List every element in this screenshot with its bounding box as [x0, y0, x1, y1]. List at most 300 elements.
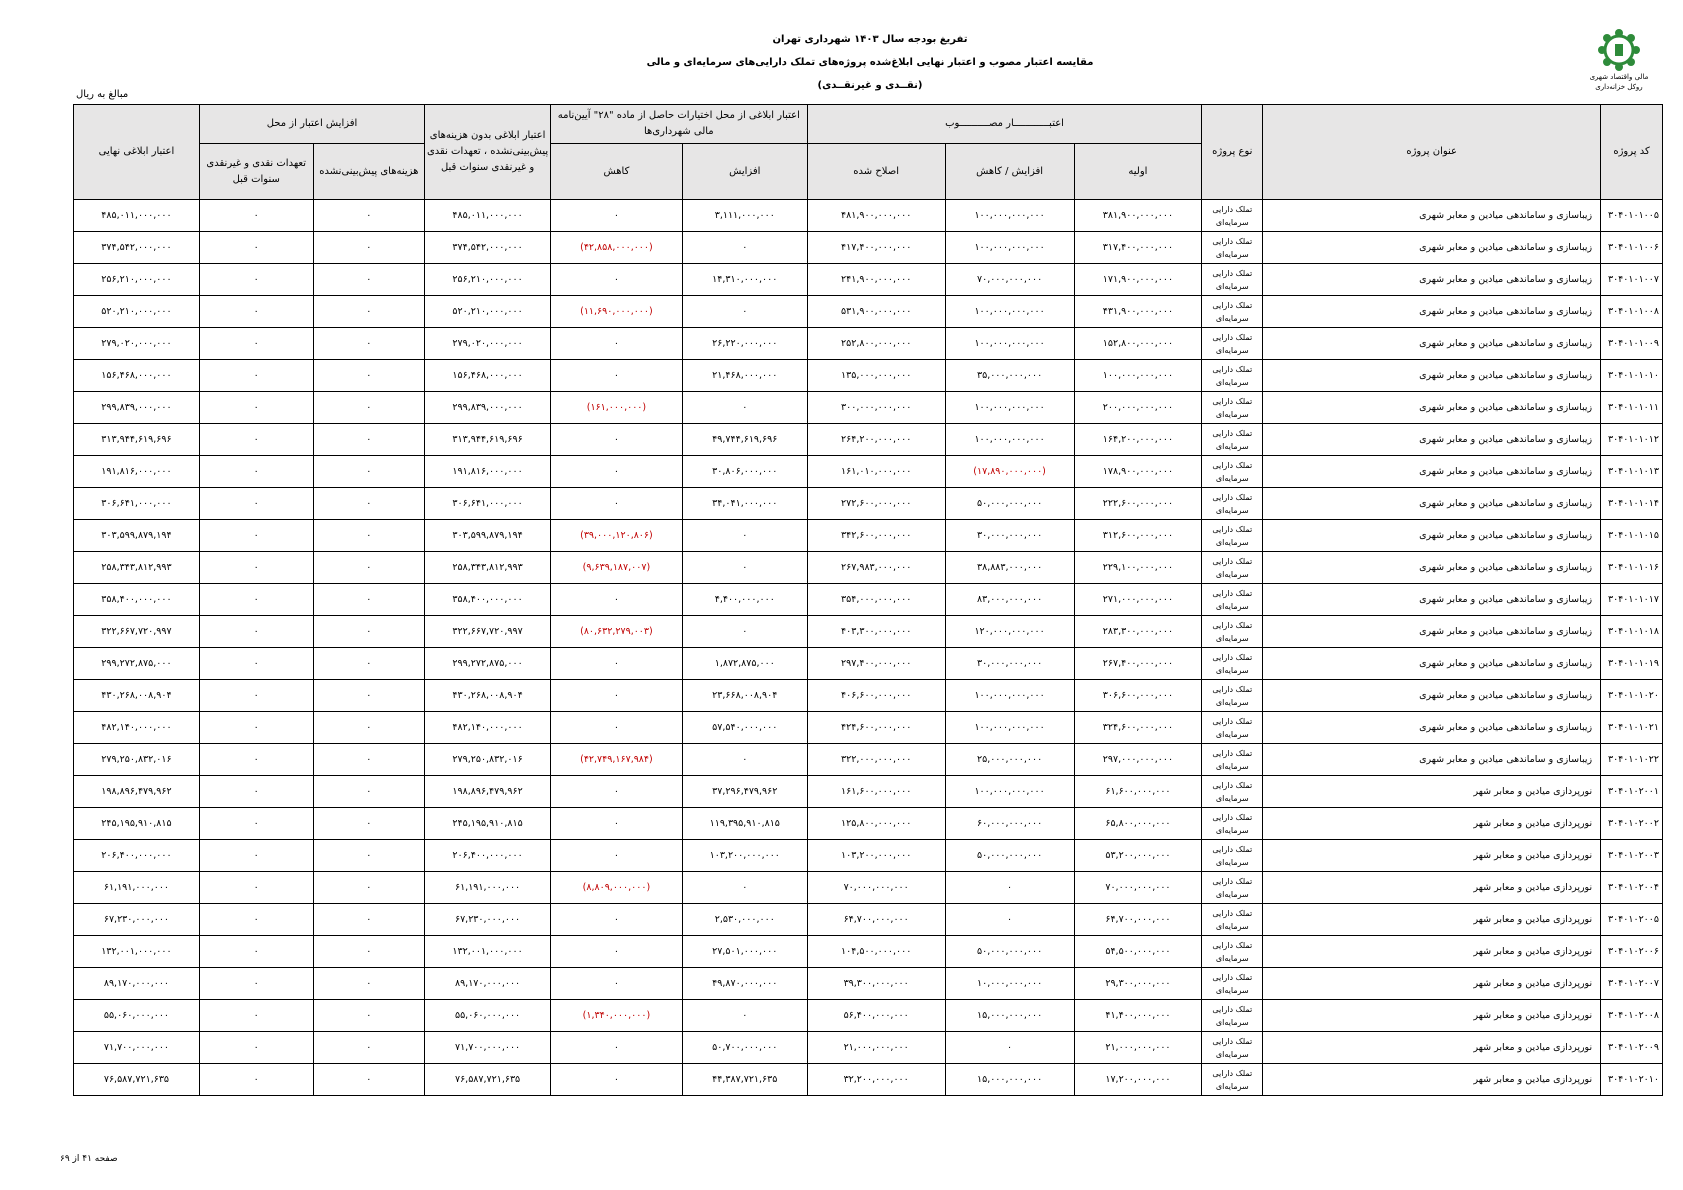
table-row	[74, 712, 1663, 744]
code-cell: ۳۰۴۰۱۰۲۰۰۵	[1601, 904, 1663, 936]
code-cell: ۳۰۴۰۱۰۲۰۰۹	[1601, 1032, 1663, 1064]
without-costs-cell: ۲۰۶,۴۰۰,۰۰۰,۰۰۰	[425, 840, 551, 872]
type-label-line-2: سرمایه‌ای	[1215, 281, 1249, 291]
initial-cell: ۶۴,۷۰۰,۰۰۰,۰۰۰	[1074, 904, 1202, 936]
type-label-line-1: تملک دارایی	[1212, 1036, 1253, 1046]
without-costs-cell: ۲۷۹,۰۲۰,۰۰۰,۰۰۰	[425, 328, 551, 360]
type-label-line-2: سرمایه‌ای	[1215, 985, 1249, 995]
col-amended: اصلاح شده	[807, 144, 945, 200]
unforeseen-cell: ۰	[313, 552, 425, 584]
code-cell: ۳۰۴۰۱۰۱۰۰۶	[1601, 232, 1663, 264]
increase-cell: ۵۰,۷۰۰,۰۰۰,۰۰۰	[682, 1032, 807, 1064]
type-label-line-1: تملک دارایی	[1212, 652, 1253, 662]
type-label-line-2: سرمایه‌ای	[1215, 505, 1249, 515]
unforeseen-cell: ۰	[313, 232, 425, 264]
without-costs-cell: ۳۰۳,۵۹۹,۸۷۹,۱۹۴	[425, 520, 551, 552]
increase-cell: ۳۷,۲۹۶,۴۷۹,۹۶۲	[682, 776, 807, 808]
type-cell	[1202, 968, 1263, 1000]
type-label-line-1: تملک دارایی	[1212, 524, 1253, 534]
initial-cell: ۲۹,۳۰۰,۰۰۰,۰۰۰	[1074, 968, 1202, 1000]
change-cell: ۱۵,۰۰۰,۰۰۰,۰۰۰	[945, 1064, 1074, 1096]
final-cell: ۴۳۰,۲۶۸,۰۰۸,۹۰۴	[74, 680, 200, 712]
type-label-line-1: تملک دارایی	[1212, 588, 1253, 598]
type-label-line-1: تملک دارایی	[1212, 236, 1253, 246]
tehran-municipality-logo-icon	[1597, 28, 1641, 72]
table-row	[74, 552, 1663, 584]
table-row	[74, 328, 1663, 360]
type-label-line-2: سرمایه‌ای	[1215, 761, 1249, 771]
increase-cell: ۲۳,۶۶۸,۰۰۸,۹۰۴	[682, 680, 807, 712]
commitments-cell: ۰	[199, 616, 313, 648]
without-costs-cell: ۱۳۲,۰۰۱,۰۰۰,۰۰۰	[425, 936, 551, 968]
initial-cell: ۶۵,۸۰۰,۰۰۰,۰۰۰	[1074, 808, 1202, 840]
commitments-cell: ۰	[199, 1000, 313, 1032]
increase-cell: ۰	[682, 616, 807, 648]
type-label-line-1: تملک دارایی	[1212, 492, 1253, 502]
commitments-cell: ۰	[199, 488, 313, 520]
title-cell: زیباسازی و ساماندهی میادین و معابر شهری	[1263, 680, 1601, 712]
unforeseen-cell: ۰	[313, 648, 425, 680]
final-cell: ۶۱,۱۹۱,۰۰۰,۰۰۰	[74, 872, 200, 904]
col-approved-group: اعتبــــــــــــار مصــــــــــوب	[807, 105, 1202, 144]
decrease-cell: ۰	[550, 456, 682, 488]
initial-cell: ۳۰۶,۶۰۰,۰۰۰,۰۰۰	[1074, 680, 1202, 712]
type-label-line-1: تملک دارایی	[1212, 364, 1253, 374]
decrease-cell: ۰	[550, 648, 682, 680]
increase-cell: ۳۰,۸۰۶,۰۰۰,۰۰۰	[682, 456, 807, 488]
initial-cell: ۲۲۲,۶۰۰,۰۰۰,۰۰۰	[1074, 488, 1202, 520]
increase-cell: ۰	[682, 1000, 807, 1032]
logo-caption-1: مالی واقتصاد شهری	[1589, 73, 1649, 81]
type-label-line-1: تملک دارایی	[1212, 812, 1253, 822]
type-label-line-2: سرمایه‌ای	[1215, 857, 1249, 867]
without-costs-cell: ۵۲۰,۲۱۰,۰۰۰,۰۰۰	[425, 296, 551, 328]
type-label-line-1: تملک دارایی	[1212, 780, 1253, 790]
final-cell: ۳۰۳,۵۹۹,۸۷۹,۱۹۴	[74, 520, 200, 552]
type-cell	[1202, 264, 1263, 296]
unforeseen-cell: ۰	[313, 904, 425, 936]
initial-cell: ۲۸۳,۳۰۰,۰۰۰,۰۰۰	[1074, 616, 1202, 648]
table-row	[74, 200, 1663, 232]
type-label-line-2: سرمایه‌ای	[1215, 441, 1249, 451]
type-label-line-2: سرمایه‌ای	[1215, 377, 1249, 387]
type-label-line-2: سرمایه‌ای	[1215, 889, 1249, 899]
commitments-cell: ۰	[199, 392, 313, 424]
without-costs-cell: ۲۹۹,۸۳۹,۰۰۰,۰۰۰	[425, 392, 551, 424]
type-label-line-2: سرمایه‌ای	[1215, 633, 1249, 643]
type-label-line-2: سرمایه‌ای	[1215, 793, 1249, 803]
initial-cell: ۷۰,۰۰۰,۰۰۰,۰۰۰	[1074, 872, 1202, 904]
final-cell: ۴۸۲,۱۴۰,۰۰۰,۰۰۰	[74, 712, 200, 744]
amended-cell: ۱۰۴,۵۰۰,۰۰۰,۰۰۰	[807, 936, 945, 968]
code-cell: ۳۰۴۰۱۰۱۰۰۸	[1601, 296, 1663, 328]
amended-cell: ۴۸۱,۹۰۰,۰۰۰,۰۰۰	[807, 200, 945, 232]
code-cell: ۳۰۴۰۱۰۱۰۱۴	[1601, 488, 1663, 520]
table-row	[74, 904, 1663, 936]
increase-cell: ۰	[682, 296, 807, 328]
code-cell: ۳۰۴۰۱۰۱۰۰۵	[1601, 200, 1663, 232]
table-row	[74, 680, 1663, 712]
type-label-line-1: تملک دارایی	[1212, 300, 1253, 310]
amended-cell: ۱۲۵,۸۰۰,۰۰۰,۰۰۰	[807, 808, 945, 840]
without-costs-cell: ۳۲۲,۶۶۷,۷۲۰,۹۹۷	[425, 616, 551, 648]
increase-cell: ۱۴,۳۱۰,۰۰۰,۰۰۰	[682, 264, 807, 296]
code-cell: ۳۰۴۰۱۰۱۰۱۱	[1601, 392, 1663, 424]
increase-cell: ۲۱,۴۶۸,۰۰۰,۰۰۰	[682, 360, 807, 392]
title-cell: نورپردازی میادین و معابر شهر	[1263, 808, 1601, 840]
unforeseen-cell: ۰	[313, 776, 425, 808]
table-row	[74, 424, 1663, 456]
code-cell: ۳۰۴۰۱۰۱۰۰۷	[1601, 264, 1663, 296]
type-label-line-1: تملک دارایی	[1212, 844, 1253, 854]
amended-cell: ۱۳۵,۰۰۰,۰۰۰,۰۰۰	[807, 360, 945, 392]
table-row	[74, 1000, 1663, 1032]
unforeseen-cell: ۰	[313, 584, 425, 616]
decrease-cell: (۱۶۱,۰۰۰,۰۰۰)	[550, 392, 682, 424]
commitments-cell: ۰	[199, 424, 313, 456]
decrease-cell: ۰	[550, 712, 682, 744]
type-label-line-2: سرمایه‌ای	[1215, 825, 1249, 835]
table-row	[74, 488, 1663, 520]
col-final: اعتبار ابلاغی نهایی	[74, 105, 200, 200]
final-cell: ۲۹۹,۸۳۹,۰۰۰,۰۰۰	[74, 392, 200, 424]
col-decrease: کاهش	[550, 144, 682, 200]
without-costs-cell: ۵۵,۰۶۰,۰۰۰,۰۰۰	[425, 1000, 551, 1032]
code-cell: ۳۰۴۰۱۰۱۰۱۵	[1601, 520, 1663, 552]
table-row	[74, 968, 1663, 1000]
title-cell: نورپردازی میادین و معابر شهر	[1263, 904, 1601, 936]
col-added-group: افزایش اعتبار از محل	[199, 105, 424, 144]
table-row	[74, 744, 1663, 776]
change-cell: ۳۵,۰۰۰,۰۰۰,۰۰۰	[945, 360, 1074, 392]
change-cell: ۵۰,۰۰۰,۰۰۰,۰۰۰	[945, 840, 1074, 872]
decrease-cell: ۰	[550, 808, 682, 840]
unforeseen-cell: ۰	[313, 520, 425, 552]
code-cell: ۳۰۴۰۱۰۱۰۱۹	[1601, 648, 1663, 680]
amended-cell: ۲۷۲,۶۰۰,۰۰۰,۰۰۰	[807, 488, 945, 520]
commitments-cell: ۰	[199, 1064, 313, 1096]
decrease-cell: ۰	[550, 840, 682, 872]
final-cell: ۱۹۸,۸۹۶,۴۷۹,۹۶۲	[74, 776, 200, 808]
change-cell: ۱۰۰,۰۰۰,۰۰۰,۰۰۰	[945, 200, 1074, 232]
commitments-cell: ۰	[199, 296, 313, 328]
unforeseen-cell: ۰	[313, 616, 425, 648]
change-cell: ۶۰,۰۰۰,۰۰۰,۰۰۰	[945, 808, 1074, 840]
type-cell	[1202, 1032, 1263, 1064]
unforeseen-cell: ۰	[313, 360, 425, 392]
decrease-cell: ۰	[550, 1032, 682, 1064]
initial-cell: ۱۰۰,۰۰۰,۰۰۰,۰۰۰	[1074, 360, 1202, 392]
table-row	[74, 520, 1663, 552]
change-cell: (۱۷,۸۹۰,۰۰۰,۰۰۰)	[945, 456, 1074, 488]
without-costs-cell: ۲۷۹,۲۵۰,۸۳۲,۰۱۶	[425, 744, 551, 776]
amended-cell: ۳۲,۲۰۰,۰۰۰,۰۰۰	[807, 1064, 945, 1096]
type-label-line-2: سرمایه‌ای	[1215, 729, 1249, 739]
decrease-cell: (۸۰,۶۳۲,۲۷۹,۰۰۳)	[550, 616, 682, 648]
type-label-line-1: تملک دارایی	[1212, 972, 1253, 982]
table-row	[74, 1064, 1663, 1096]
increase-cell: ۳,۱۱۱,۰۰۰,۰۰۰	[682, 200, 807, 232]
code-cell: ۳۰۴۰۱۰۱۰۲۰	[1601, 680, 1663, 712]
type-cell	[1202, 648, 1263, 680]
initial-cell: ۴۱,۴۰۰,۰۰۰,۰۰۰	[1074, 1000, 1202, 1032]
title-cell: زیباسازی و ساماندهی میادین و معابر شهری	[1263, 616, 1601, 648]
final-cell: ۲۷۹,۰۲۰,۰۰۰,۰۰۰	[74, 328, 200, 360]
decrease-cell: ۰	[550, 904, 682, 936]
increase-cell: ۰	[682, 552, 807, 584]
title-cell: زیباسازی و ساماندهی میادین و معابر شهری	[1263, 648, 1601, 680]
amended-cell: ۳۹,۳۰۰,۰۰۰,۰۰۰	[807, 968, 945, 1000]
final-cell: ۷۶,۵۸۷,۷۲۱,۶۳۵	[74, 1064, 200, 1096]
type-label-line-1: تملک دارایی	[1212, 876, 1253, 886]
initial-cell: ۵۳,۲۰۰,۰۰۰,۰۰۰	[1074, 840, 1202, 872]
final-cell: ۱۹۱,۸۱۶,۰۰۰,۰۰۰	[74, 456, 200, 488]
increase-cell: ۲۶,۲۲۰,۰۰۰,۰۰۰	[682, 328, 807, 360]
change-cell: ۱۰۰,۰۰۰,۰۰۰,۰۰۰	[945, 680, 1074, 712]
unforeseen-cell: ۰	[313, 872, 425, 904]
decrease-cell: (۱۱,۶۹۰,۰۰۰,۰۰۰)	[550, 296, 682, 328]
type-cell	[1202, 200, 1263, 232]
title-cell: نورپردازی میادین و معابر شهر	[1263, 1032, 1601, 1064]
code-cell: ۳۰۴۰۱۰۱۰۲۱	[1601, 712, 1663, 744]
title-cell: زیباسازی و ساماندهی میادین و معابر شهری	[1263, 552, 1601, 584]
table-row	[74, 616, 1663, 648]
code-cell: ۳۰۴۰۱۰۱۰۱۳	[1601, 456, 1663, 488]
increase-cell: ۱۰۳,۲۰۰,۰۰۰,۰۰۰	[682, 840, 807, 872]
table-row	[74, 776, 1663, 808]
col-without-costs: اعتبار ابلاغی بدون هزینه‌های پیش‌بینی‌نشده ، تعهدات نقدی و غیرنقدی سنوات قبل	[425, 105, 551, 200]
unforeseen-cell: ۰	[313, 488, 425, 520]
code-cell: ۳۰۴۰۱۰۱۰۰۹	[1601, 328, 1663, 360]
decrease-cell: (۸,۸۰۹,۰۰۰,۰۰۰)	[550, 872, 682, 904]
change-cell: ۷۰,۰۰۰,۰۰۰,۰۰۰	[945, 264, 1074, 296]
type-label-line-2: سرمایه‌ای	[1215, 537, 1249, 547]
code-cell: ۳۰۴۰۱۰۲۰۰۷	[1601, 968, 1663, 1000]
type-label-line-1: تملک دارایی	[1212, 620, 1253, 630]
decrease-cell: (۴۲,۷۴۹,۱۶۷,۹۸۴)	[550, 744, 682, 776]
initial-cell: ۲۲۹,۱۰۰,۰۰۰,۰۰۰	[1074, 552, 1202, 584]
type-cell	[1202, 616, 1263, 648]
final-cell: ۲۴۵,۱۹۵,۹۱۰,۸۱۵	[74, 808, 200, 840]
col-unforeseen: هزینه‌های پیش‌بینی‌نشده	[313, 144, 425, 200]
amended-cell: ۵۶,۴۰۰,۰۰۰,۰۰۰	[807, 1000, 945, 1032]
title-cell: زیباسازی و ساماندهی میادین و معابر شهری	[1263, 456, 1601, 488]
without-costs-cell: ۳۷۴,۵۴۲,۰۰۰,۰۰۰	[425, 232, 551, 264]
initial-cell: ۲۶۷,۴۰۰,۰۰۰,۰۰۰	[1074, 648, 1202, 680]
change-cell: ۱۲۰,۰۰۰,۰۰۰,۰۰۰	[945, 616, 1074, 648]
unforeseen-cell: ۰	[313, 1064, 425, 1096]
title-cell: زیباسازی و ساماندهی میادین و معابر شهری	[1263, 520, 1601, 552]
col-code: کد پروژه	[1601, 105, 1663, 200]
code-cell: ۳۰۴۰۱۰۲۰۰۶	[1601, 936, 1663, 968]
title-cell: زیباسازی و ساماندهی میادین و معابر شهری	[1263, 296, 1601, 328]
unforeseen-cell: ۰	[313, 328, 425, 360]
type-cell	[1202, 360, 1263, 392]
code-cell: ۳۰۴۰۱۰۲۰۰۳	[1601, 840, 1663, 872]
unforeseen-cell: ۰	[313, 840, 425, 872]
report-subtitle-2: (نقــدی و غیرنقــدی)	[817, 80, 923, 91]
without-costs-cell: ۶۱,۱۹۱,۰۰۰,۰۰۰	[425, 872, 551, 904]
title-cell: نورپردازی میادین و معابر شهر	[1263, 840, 1601, 872]
final-cell: ۳۱۳,۹۴۴,۶۱۹,۶۹۶	[74, 424, 200, 456]
table-body	[74, 200, 1663, 1096]
change-cell: ۱۰,۰۰۰,۰۰۰,۰۰۰	[945, 968, 1074, 1000]
initial-cell: ۱۶۴,۲۰۰,۰۰۰,۰۰۰	[1074, 424, 1202, 456]
without-costs-cell: ۲۴۵,۱۹۵,۹۱۰,۸۱۵	[425, 808, 551, 840]
initial-cell: ۳۸۱,۹۰۰,۰۰۰,۰۰۰	[1074, 200, 1202, 232]
increase-cell: ۴۴,۳۸۷,۷۲۱,۶۳۵	[682, 1064, 807, 1096]
type-label-line-2: سرمایه‌ای	[1215, 217, 1249, 227]
unforeseen-cell: ۰	[313, 264, 425, 296]
type-cell	[1202, 744, 1263, 776]
decrease-cell: ۰	[550, 680, 682, 712]
commitments-cell: ۰	[199, 808, 313, 840]
change-cell: ۱۰۰,۰۰۰,۰۰۰,۰۰۰	[945, 776, 1074, 808]
logo	[1588, 28, 1650, 92]
increase-cell: ۰	[682, 872, 807, 904]
commitments-cell: ۰	[199, 968, 313, 1000]
type-cell	[1202, 1000, 1263, 1032]
change-cell: ۱۰۰,۰۰۰,۰۰۰,۰۰۰	[945, 424, 1074, 456]
type-cell	[1202, 872, 1263, 904]
type-label-line-2: سرمایه‌ای	[1215, 1049, 1249, 1059]
table-row	[74, 232, 1663, 264]
change-cell: ۳۰,۰۰۰,۰۰۰,۰۰۰	[945, 520, 1074, 552]
increase-cell: ۵۷,۵۴۰,۰۰۰,۰۰۰	[682, 712, 807, 744]
unforeseen-cell: ۰	[313, 1000, 425, 1032]
initial-cell: ۱۵۲,۸۰۰,۰۰۰,۰۰۰	[1074, 328, 1202, 360]
type-cell	[1202, 392, 1263, 424]
change-cell: ۱۵,۰۰۰,۰۰۰,۰۰۰	[945, 1000, 1074, 1032]
table-row	[74, 456, 1663, 488]
code-cell: ۳۰۴۰۱۰۱۰۱۲	[1601, 424, 1663, 456]
decrease-cell: ۰	[550, 968, 682, 1000]
final-cell: ۳۲۲,۶۶۷,۷۲۰,۹۹۷	[74, 616, 200, 648]
logo-caption-2: روکل خزانه‌داری	[1595, 83, 1643, 91]
type-label-line-2: سرمایه‌ای	[1215, 601, 1249, 611]
type-cell	[1202, 1064, 1263, 1096]
increase-cell: ۴,۴۰۰,۰۰۰,۰۰۰	[682, 584, 807, 616]
final-cell: ۲۰۶,۴۰۰,۰۰۰,۰۰۰	[74, 840, 200, 872]
final-cell: ۵۲۰,۲۱۰,۰۰۰,۰۰۰	[74, 296, 200, 328]
type-label-line-2: سرمایه‌ای	[1215, 313, 1249, 323]
increase-cell: ۱۱۹,۳۹۵,۹۱۰,۸۱۵	[682, 808, 807, 840]
type-label-line-1: تملک دارایی	[1212, 460, 1253, 470]
without-costs-cell: ۱۹۱,۸۱۶,۰۰۰,۰۰۰	[425, 456, 551, 488]
amended-cell: ۲۱,۰۰۰,۰۰۰,۰۰۰	[807, 1032, 945, 1064]
amended-cell: ۱۶۱,۶۰۰,۰۰۰,۰۰۰	[807, 776, 945, 808]
change-cell: ۱۰۰,۰۰۰,۰۰۰,۰۰۰	[945, 712, 1074, 744]
code-cell: ۳۰۴۰۱۰۲۰۱۰	[1601, 1064, 1663, 1096]
code-cell: ۳۰۴۰۱۰۱۰۱۰	[1601, 360, 1663, 392]
type-cell	[1202, 488, 1263, 520]
without-costs-cell: ۷۶,۵۸۷,۷۲۱,۶۳۵	[425, 1064, 551, 1096]
commitments-cell: ۰	[199, 584, 313, 616]
type-label-line-1: تملک دارایی	[1212, 332, 1253, 342]
amended-cell: ۱۰۳,۲۰۰,۰۰۰,۰۰۰	[807, 840, 945, 872]
final-cell: ۴۸۵,۰۱۱,۰۰۰,۰۰۰	[74, 200, 200, 232]
commitments-cell: ۰	[199, 680, 313, 712]
commitments-cell: ۰	[199, 200, 313, 232]
code-cell: ۳۰۴۰۱۰۱۰۱۶	[1601, 552, 1663, 584]
report-header	[500, 28, 1240, 97]
type-label-line-1: تملک دارایی	[1212, 428, 1253, 438]
commitments-cell: ۰	[199, 520, 313, 552]
initial-cell: ۳۲۴,۶۰۰,۰۰۰,۰۰۰	[1074, 712, 1202, 744]
decrease-cell: ۰	[550, 584, 682, 616]
unforeseen-cell: ۰	[313, 392, 425, 424]
initial-cell: ۱۷,۲۰۰,۰۰۰,۰۰۰	[1074, 1064, 1202, 1096]
col-title: عنوان پروژه	[1263, 105, 1601, 200]
type-cell	[1202, 712, 1263, 744]
table-row	[74, 392, 1663, 424]
type-label-line-1: تملک دارایی	[1212, 204, 1253, 214]
decrease-cell: ۰	[550, 488, 682, 520]
initial-cell: ۱۷۱,۹۰۰,۰۰۰,۰۰۰	[1074, 264, 1202, 296]
commitments-cell: ۰	[199, 776, 313, 808]
final-cell: ۲۵۶,۲۱۰,۰۰۰,۰۰۰	[74, 264, 200, 296]
table-row	[74, 584, 1663, 616]
amended-cell: ۲۴۱,۹۰۰,۰۰۰,۰۰۰	[807, 264, 945, 296]
commitments-cell: ۰	[199, 456, 313, 488]
without-costs-cell: ۲۵۶,۲۱۰,۰۰۰,۰۰۰	[425, 264, 551, 296]
final-cell: ۱۳۲,۰۰۱,۰۰۰,۰۰۰	[74, 936, 200, 968]
without-costs-cell: ۶۷,۲۳۰,۰۰۰,۰۰۰	[425, 904, 551, 936]
title-cell: زیباسازی و ساماندهی میادین و معابر شهری	[1263, 232, 1601, 264]
page-number: صفحه ۴۱ از ۶۹	[60, 1154, 118, 1164]
unforeseen-cell: ۰	[313, 200, 425, 232]
without-costs-cell: ۸۹,۱۷۰,۰۰۰,۰۰۰	[425, 968, 551, 1000]
change-cell: ۱۰۰,۰۰۰,۰۰۰,۰۰۰	[945, 328, 1074, 360]
amended-cell: ۳۵۴,۰۰۰,۰۰۰,۰۰۰	[807, 584, 945, 616]
final-cell: ۳۰۶,۶۴۱,۰۰۰,۰۰۰	[74, 488, 200, 520]
title-cell: نورپردازی میادین و معابر شهر	[1263, 1000, 1601, 1032]
without-costs-cell: ۳۰۶,۶۴۱,۰۰۰,۰۰۰	[425, 488, 551, 520]
increase-cell: ۲,۵۳۰,۰۰۰,۰۰۰	[682, 904, 807, 936]
decrease-cell: (۹,۶۳۹,۱۸۷,۰۰۷)	[550, 552, 682, 584]
title-cell: زیباسازی و ساماندهی میادین و معابر شهری	[1263, 392, 1601, 424]
type-cell	[1202, 904, 1263, 936]
increase-cell: ۲۷,۵۰۱,۰۰۰,۰۰۰	[682, 936, 807, 968]
commitments-cell: ۰	[199, 648, 313, 680]
decrease-cell: ۰	[550, 264, 682, 296]
code-cell: ۳۰۴۰۱۰۲۰۰۱	[1601, 776, 1663, 808]
type-label-line-2: سرمایه‌ای	[1215, 249, 1249, 259]
decrease-cell: (۱,۳۴۰,۰۰۰,۰۰۰)	[550, 1000, 682, 1032]
title-cell: زیباسازی و ساماندهی میادین و معابر شهری	[1263, 328, 1601, 360]
initial-cell: ۵۴,۵۰۰,۰۰۰,۰۰۰	[1074, 936, 1202, 968]
type-label-line-1: تملک دارایی	[1212, 940, 1253, 950]
initial-cell: ۶۱,۶۰۰,۰۰۰,۰۰۰	[1074, 776, 1202, 808]
type-cell	[1202, 328, 1263, 360]
initial-cell: ۳۱۲,۶۰۰,۰۰۰,۰۰۰	[1074, 520, 1202, 552]
type-cell	[1202, 840, 1263, 872]
amended-cell: ۱۶۱,۰۱۰,۰۰۰,۰۰۰	[807, 456, 945, 488]
amended-cell: ۳۰۰,۰۰۰,۰۰۰,۰۰۰	[807, 392, 945, 424]
decrease-cell: ۰	[550, 200, 682, 232]
table-row	[74, 360, 1663, 392]
change-cell: ۰	[945, 1032, 1074, 1064]
change-cell: ۳۰,۰۰۰,۰۰۰,۰۰۰	[945, 648, 1074, 680]
col-type: نوع پروژه	[1202, 105, 1263, 200]
col-initial: اولیه	[1074, 144, 1202, 200]
commitments-cell: ۰	[199, 904, 313, 936]
amended-cell: ۲۵۲,۸۰۰,۰۰۰,۰۰۰	[807, 328, 945, 360]
type-label-line-1: تملک دارایی	[1212, 1068, 1253, 1078]
title-cell: زیباسازی و ساماندهی میادین و معابر شهری	[1263, 488, 1601, 520]
initial-cell: ۱۷۸,۹۰۰,۰۰۰,۰۰۰	[1074, 456, 1202, 488]
commitments-cell: ۰	[199, 328, 313, 360]
